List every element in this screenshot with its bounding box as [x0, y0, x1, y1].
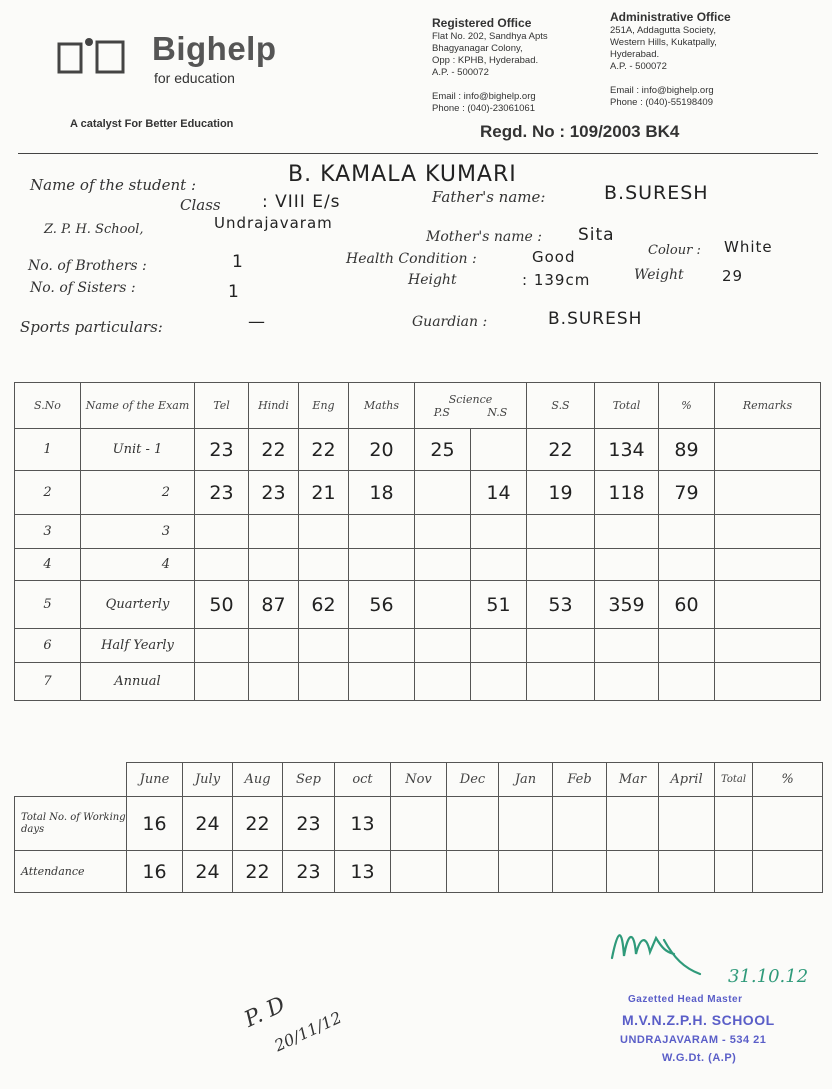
sisters-value: 1	[228, 282, 240, 302]
cell-working-days: 22	[233, 797, 283, 851]
cell-total	[595, 663, 659, 701]
month-header: Dec	[447, 763, 499, 797]
col-ps: P.S	[433, 405, 450, 419]
cell-exam: Quarterly	[81, 581, 195, 629]
cell-hindi: 23	[249, 471, 299, 515]
cell-hindi: 22	[249, 429, 299, 471]
cell-tel	[195, 515, 249, 549]
father-name-value: B.SURESH	[604, 182, 709, 204]
cell-maths	[349, 549, 415, 581]
office-email: Email : info@bighelp.org	[432, 91, 536, 102]
month-header: Feb	[553, 763, 607, 797]
cell-ps	[415, 581, 471, 629]
month-header: Aug	[233, 763, 283, 797]
month-header: April	[659, 763, 715, 797]
colour-label: Colour :	[648, 243, 701, 258]
cell-attendance: 22	[233, 851, 283, 893]
cell-sno: 7	[15, 663, 81, 701]
cell-percent: 79	[659, 471, 715, 515]
cell-maths	[349, 515, 415, 549]
month-header: Mar	[607, 763, 659, 797]
month-header: oct	[335, 763, 391, 797]
cell-tel: 23	[195, 429, 249, 471]
cell-eng: 21	[299, 471, 349, 515]
headmaster-signature-icon	[604, 918, 724, 988]
cell-eng: 22	[299, 429, 349, 471]
marks-table	[14, 382, 821, 701]
cell-ps	[415, 663, 471, 701]
colour-value: White	[724, 238, 773, 256]
cell-attendance	[553, 851, 607, 893]
health-condition-label: Health Condition :	[346, 251, 477, 267]
cell-ss	[527, 515, 595, 549]
col-exam: Name of the Exam	[81, 383, 195, 429]
col-ns: N.S	[487, 405, 508, 419]
registered-office-title: Registered Office	[432, 16, 532, 30]
month-header: July	[183, 763, 233, 797]
col-ss: S.S	[527, 383, 595, 429]
cell-ps: 25	[415, 429, 471, 471]
left-signature: P. D	[240, 992, 290, 1033]
cell-exam: Annual	[81, 663, 195, 701]
cell-maths	[349, 663, 415, 701]
cell-sno: 5	[15, 581, 81, 629]
sports-value: —	[248, 312, 266, 332]
cell-exam: 3	[81, 515, 195, 549]
health-condition-value: Good	[532, 248, 576, 266]
height-value: : 139cm	[522, 271, 591, 289]
cell-tel	[195, 629, 249, 663]
guardian-value: B.SURESH	[548, 309, 643, 329]
cell-working-days	[607, 797, 659, 851]
office-email: Email : info@bighelp.org	[610, 85, 714, 96]
cell-exam: 4	[81, 549, 195, 581]
cell-hindi	[249, 629, 299, 663]
table-row	[15, 797, 823, 851]
table-row	[15, 429, 821, 471]
table-row	[15, 471, 821, 515]
stamp-line: M.V.N.Z.P.H. SCHOOL	[622, 1012, 775, 1028]
cell-sno: 3	[15, 515, 81, 549]
cell-attendance	[447, 851, 499, 893]
administrative-office	[610, 11, 731, 109]
brothers-label: No. of Brothers :	[28, 258, 147, 274]
cell-hindi	[249, 515, 299, 549]
cell-ns	[471, 663, 527, 701]
cell-percent: 89	[659, 429, 715, 471]
cell-working-days	[391, 797, 447, 851]
cell-attendance	[753, 851, 823, 893]
cell-ss	[527, 549, 595, 581]
cell-ss	[527, 663, 595, 701]
cell-ns	[471, 429, 527, 471]
cell-attendance	[715, 851, 753, 893]
cell-total: 359	[595, 581, 659, 629]
month-header: June	[127, 763, 183, 797]
cell-remarks	[715, 629, 821, 663]
cell-eng	[299, 515, 349, 549]
mother-name-value: Sita	[578, 225, 615, 245]
headmaster-date: 31.10.12	[728, 966, 809, 987]
attendance-table	[14, 762, 823, 893]
working-days-label: Total No. of Working days	[15, 797, 127, 851]
cell-working-days: 24	[183, 797, 233, 851]
month-header: %	[753, 763, 823, 797]
science-label: Science	[448, 392, 493, 406]
cell-sno: 1	[15, 429, 81, 471]
month-header: Jan	[499, 763, 553, 797]
cell-remarks	[715, 515, 821, 549]
cell-tel	[195, 663, 249, 701]
month-header: Nov	[391, 763, 447, 797]
cell-percent	[659, 515, 715, 549]
cell-working-days: 23	[283, 797, 335, 851]
cell-hindi	[249, 549, 299, 581]
cell-hindi: 87	[249, 581, 299, 629]
cell-ss: 53	[527, 581, 595, 629]
student-name-label: Name of the student :	[30, 176, 196, 194]
col-remarks: Remarks	[715, 383, 821, 429]
cell-total	[595, 629, 659, 663]
student-name-value: B. KAMALA KUMARI	[288, 162, 517, 187]
cell-eng	[299, 549, 349, 581]
cell-ns: 14	[471, 471, 527, 515]
col-sno: S.No	[15, 383, 81, 429]
cell-ps	[415, 471, 471, 515]
cell-sno: 4	[15, 549, 81, 581]
school-label: Z. P. H. School,	[44, 222, 144, 237]
stamp-line: Gazetted Head Master	[628, 994, 743, 1005]
left-signature-date: 20/11/12	[271, 1007, 345, 1056]
book-logo-icon	[57, 36, 137, 76]
brand-name: Bighelp	[152, 30, 277, 67]
cell-hindi	[249, 663, 299, 701]
cell-working-days	[499, 797, 553, 851]
cell-remarks	[715, 581, 821, 629]
cell-ns	[471, 549, 527, 581]
stamp-line: UNDRAJAVARAM - 534 21	[620, 1034, 767, 1046]
attendance-label: Attendance	[15, 851, 127, 893]
registration-number: Regd. No : 109/2003 BK4	[480, 122, 680, 141]
cell-ss	[527, 629, 595, 663]
cell-total	[595, 515, 659, 549]
cell-total: 118	[595, 471, 659, 515]
cell-attendance: 13	[335, 851, 391, 893]
cell-percent: 60	[659, 581, 715, 629]
table-row	[15, 663, 821, 701]
cell-remarks	[715, 429, 821, 471]
cell-attendance	[607, 851, 659, 893]
cell-attendance: 23	[283, 851, 335, 893]
col-tel: Tel	[195, 383, 249, 429]
cell-ss: 22	[527, 429, 595, 471]
cell-attendance	[499, 851, 553, 893]
office-line: Hyderabad.	[610, 49, 660, 60]
month-header: Sep	[283, 763, 335, 797]
cell-remarks	[715, 471, 821, 515]
cell-working-days	[753, 797, 823, 851]
table-row	[15, 851, 823, 893]
marks-header-row	[15, 383, 821, 429]
table-row	[15, 629, 821, 663]
class-label: Class	[180, 196, 221, 214]
administrative-office-title: Administrative Office	[610, 10, 731, 24]
father-name-label: Father's name:	[432, 188, 546, 206]
cell-working-days: 13	[335, 797, 391, 851]
brand-subtitle: for education	[154, 70, 235, 86]
cell-ps	[415, 549, 471, 581]
cell-working-days	[659, 797, 715, 851]
col-hindi: Hindi	[249, 383, 299, 429]
cell-attendance: 24	[183, 851, 233, 893]
cell-eng	[299, 629, 349, 663]
office-line: Western Hills, Kukatpally,	[610, 37, 717, 48]
cell-attendance	[659, 851, 715, 893]
cell-remarks	[715, 549, 821, 581]
attendance-header-row	[15, 763, 823, 797]
office-line: A.P. - 500072	[610, 61, 667, 72]
cell-ss: 19	[527, 471, 595, 515]
table-row	[15, 581, 821, 629]
cell-tel: 50	[195, 581, 249, 629]
class-value: : VIII E/s	[262, 192, 341, 212]
cell-tel	[195, 549, 249, 581]
cell-eng: 62	[299, 581, 349, 629]
brothers-value: 1	[232, 252, 244, 272]
cell-ns: 51	[471, 581, 527, 629]
school-value: Undrajavaram	[214, 214, 333, 232]
sports-label: Sports particulars:	[20, 318, 163, 336]
registered-office	[432, 17, 548, 115]
office-line: Bhagyanagar Colony,	[432, 43, 523, 54]
cell-total: 134	[595, 429, 659, 471]
height-label: Height	[408, 272, 457, 288]
cell-sno: 2	[15, 471, 81, 515]
cell-maths: 20	[349, 429, 415, 471]
office-phone: Phone : (040)-23061061	[432, 103, 535, 114]
cell-attendance	[391, 851, 447, 893]
office-line: 251A, Addagutta Society,	[610, 25, 716, 36]
cell-percent	[659, 663, 715, 701]
cell-exam: 2	[81, 471, 195, 515]
cell-remarks	[715, 663, 821, 701]
cell-ps	[415, 515, 471, 549]
office-line: Opp : KPHB, Hyderabad.	[432, 55, 539, 66]
col-total: Total	[595, 383, 659, 429]
cell-maths: 18	[349, 471, 415, 515]
cell-ps	[415, 629, 471, 663]
weight-value: 29	[722, 267, 744, 285]
cell-maths: 56	[349, 581, 415, 629]
cell-eng	[299, 663, 349, 701]
cell-exam: Unit - 1	[81, 429, 195, 471]
cell-working-days	[553, 797, 607, 851]
tagline: A catalyst For Better Education	[70, 118, 234, 130]
col-percent: %	[659, 383, 715, 429]
cell-working-days	[447, 797, 499, 851]
corner-cell	[15, 763, 127, 797]
cell-working-days: 16	[127, 797, 183, 851]
sisters-label: No. of Sisters :	[30, 280, 136, 296]
table-row	[15, 515, 821, 549]
cell-exam: Half Yearly	[81, 629, 195, 663]
cell-ns	[471, 629, 527, 663]
cell-ns	[471, 515, 527, 549]
month-header: Total	[715, 763, 753, 797]
office-line: A.P. - 500072	[432, 67, 489, 78]
header-divider	[18, 153, 818, 154]
guardian-label: Guardian :	[412, 314, 488, 330]
cell-attendance: 16	[127, 851, 183, 893]
office-phone: Phone : (040)-55198409	[610, 97, 713, 108]
cell-total	[595, 549, 659, 581]
col-eng: Eng	[299, 383, 349, 429]
cell-sno: 6	[15, 629, 81, 663]
cell-working-days	[715, 797, 753, 851]
stamp-line: W.G.Dt. (A.P)	[662, 1052, 737, 1064]
cell-maths	[349, 629, 415, 663]
office-line: Flat No. 202, Sandhya Apts	[432, 31, 548, 42]
mother-name-label: Mother's name :	[426, 229, 542, 245]
col-science	[415, 383, 527, 429]
table-row	[15, 549, 821, 581]
cell-tel: 23	[195, 471, 249, 515]
cell-percent	[659, 629, 715, 663]
weight-label: Weight	[634, 267, 684, 283]
col-maths: Maths	[349, 383, 415, 429]
cell-percent	[659, 549, 715, 581]
